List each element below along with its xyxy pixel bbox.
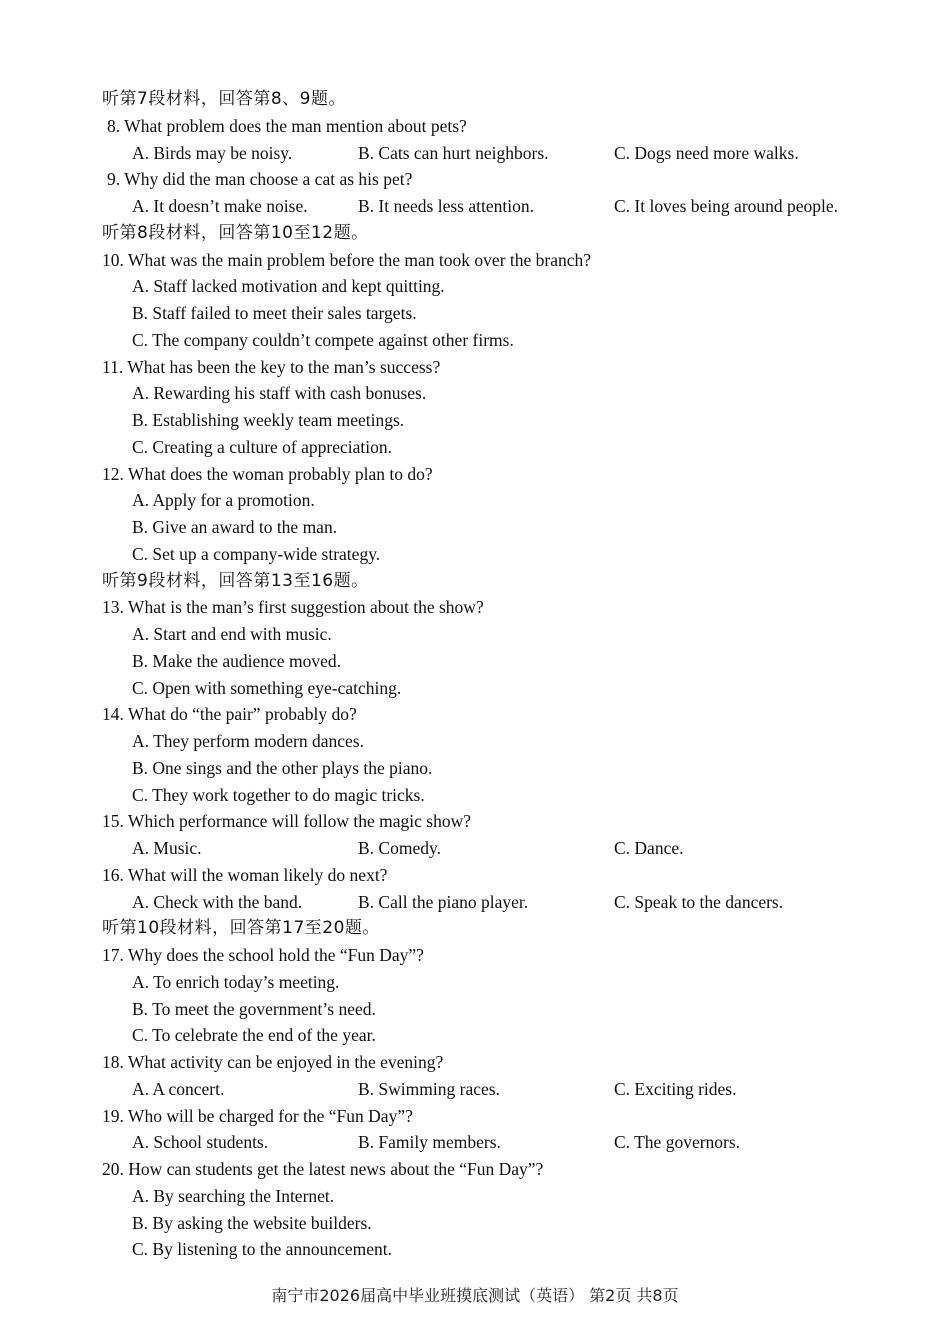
answer-option: C. Speak to the dancers. (614, 891, 784, 912)
answer-option: C. Dance. (614, 838, 684, 858)
answer-option: C. By listening to the announcement. (132, 1239, 393, 1260)
section-heading: 听第10段材料，回答第17至20题。 (102, 918, 380, 939)
question-text: 17. Why does the school hold the “Fun Day”? (102, 945, 424, 965)
answer-option: B. Family members. (358, 1132, 501, 1153)
answer-option: B. To meet the government’s need. (132, 998, 376, 1019)
answer-option: A. Start and end with music. (132, 624, 332, 644)
answer-option: B. Staff failed to meet their sales targets. (132, 303, 417, 323)
question-text: 15. Which performance will follow the magic show? (102, 811, 472, 832)
answer-option: C. It loves being around people. (614, 196, 839, 216)
answer-option: C. Creating a culture of appreciation. (132, 436, 392, 457)
answer-option: A. Music. (132, 838, 202, 858)
question-text: 10. What was the main problem before the man took over the branch? (102, 249, 592, 270)
answer-option: A. A concert. (132, 1078, 225, 1099)
question-text: 20. How can students get the latest news about the “Fun Day”? (102, 1159, 544, 1179)
question-text: 14. What do “the pair” probably do? (102, 704, 357, 725)
answer-option: C. The company couldn’t compete against other firms. (132, 329, 514, 350)
answer-option: A. They perform modern dances. (132, 731, 364, 751)
answer-option: C. Exciting rides. (614, 1078, 737, 1099)
answer-option: B. Cats can hurt neighbors. (358, 142, 549, 163)
answer-option: B. Establishing weekly team meetings. (132, 410, 405, 430)
answer-option: A. To enrich today’s meeting. (132, 971, 340, 992)
answer-option: B. By asking the website builders. (132, 1212, 372, 1233)
answer-option: C. Dogs need more walks. (614, 142, 799, 163)
question-text: 18. What activity can be enjoyed in the evening? (102, 1052, 444, 1072)
question-text: 16. What will the woman likely do next? (102, 864, 388, 885)
answer-option: A. By searching the Internet. (132, 1185, 335, 1206)
section-heading: 听第9段材料，回答第13至16题。 (102, 570, 369, 591)
answer-option: A. Rewarding his staff with cash bonuses. (132, 383, 427, 404)
answer-option: A. Check with the band. (132, 891, 303, 912)
question-text: 12. What does the woman probably plan to do? (102, 463, 433, 484)
question-text: 9. Why did the man choose a cat as his pet? (107, 169, 413, 190)
answer-option: C. The governors. (614, 1132, 741, 1153)
answer-option: B. It needs less attention. (358, 196, 534, 216)
question-text: 19. Who will be charged for the “Fun Day”? (102, 1105, 413, 1126)
answer-option: C. To celebrate the end of the year. (132, 1025, 376, 1046)
answer-option: C. Open with something eye-catching. (132, 677, 402, 698)
answer-option: B. Comedy. (358, 838, 441, 858)
answer-option: A. Staff lacked motivation and kept quitting. (132, 276, 445, 297)
answer-option: A. Apply for a promotion. (132, 490, 315, 511)
answer-option: A. It doesn’t make noise. (132, 196, 308, 216)
question-text: 8. What problem does the man mention about pets? (107, 115, 467, 136)
answer-option: C. Set up a company-wide strategy. (132, 543, 381, 564)
answer-option: B. Give an award to the man. (132, 517, 338, 537)
answer-option: B. Call the piano player. (358, 891, 529, 912)
section-heading: 听第7段材料，回答第8、9题。 (102, 89, 346, 109)
answer-option: A. School students. (132, 1132, 269, 1153)
answer-option: C. They work together to do magic tricks. (132, 784, 425, 805)
page-footer: 南宁市2026届高中毕业班摸底测试（英语） 第2页 共8页 (271, 1286, 679, 1305)
section-heading: 听第8段材料，回答第10至12题。 (102, 222, 369, 243)
answer-option: B. One sings and the other plays the piano. (132, 757, 433, 778)
question-text: 11. What has been the key to the man’s success? (102, 356, 441, 377)
answer-option: B. Make the audience moved. (132, 650, 341, 671)
answer-option: B. Swimming races. (358, 1078, 500, 1099)
question-text: 13. What is the man’s first suggestion about the show? (102, 597, 484, 618)
answer-option: A. Birds may be noisy. (132, 142, 293, 163)
